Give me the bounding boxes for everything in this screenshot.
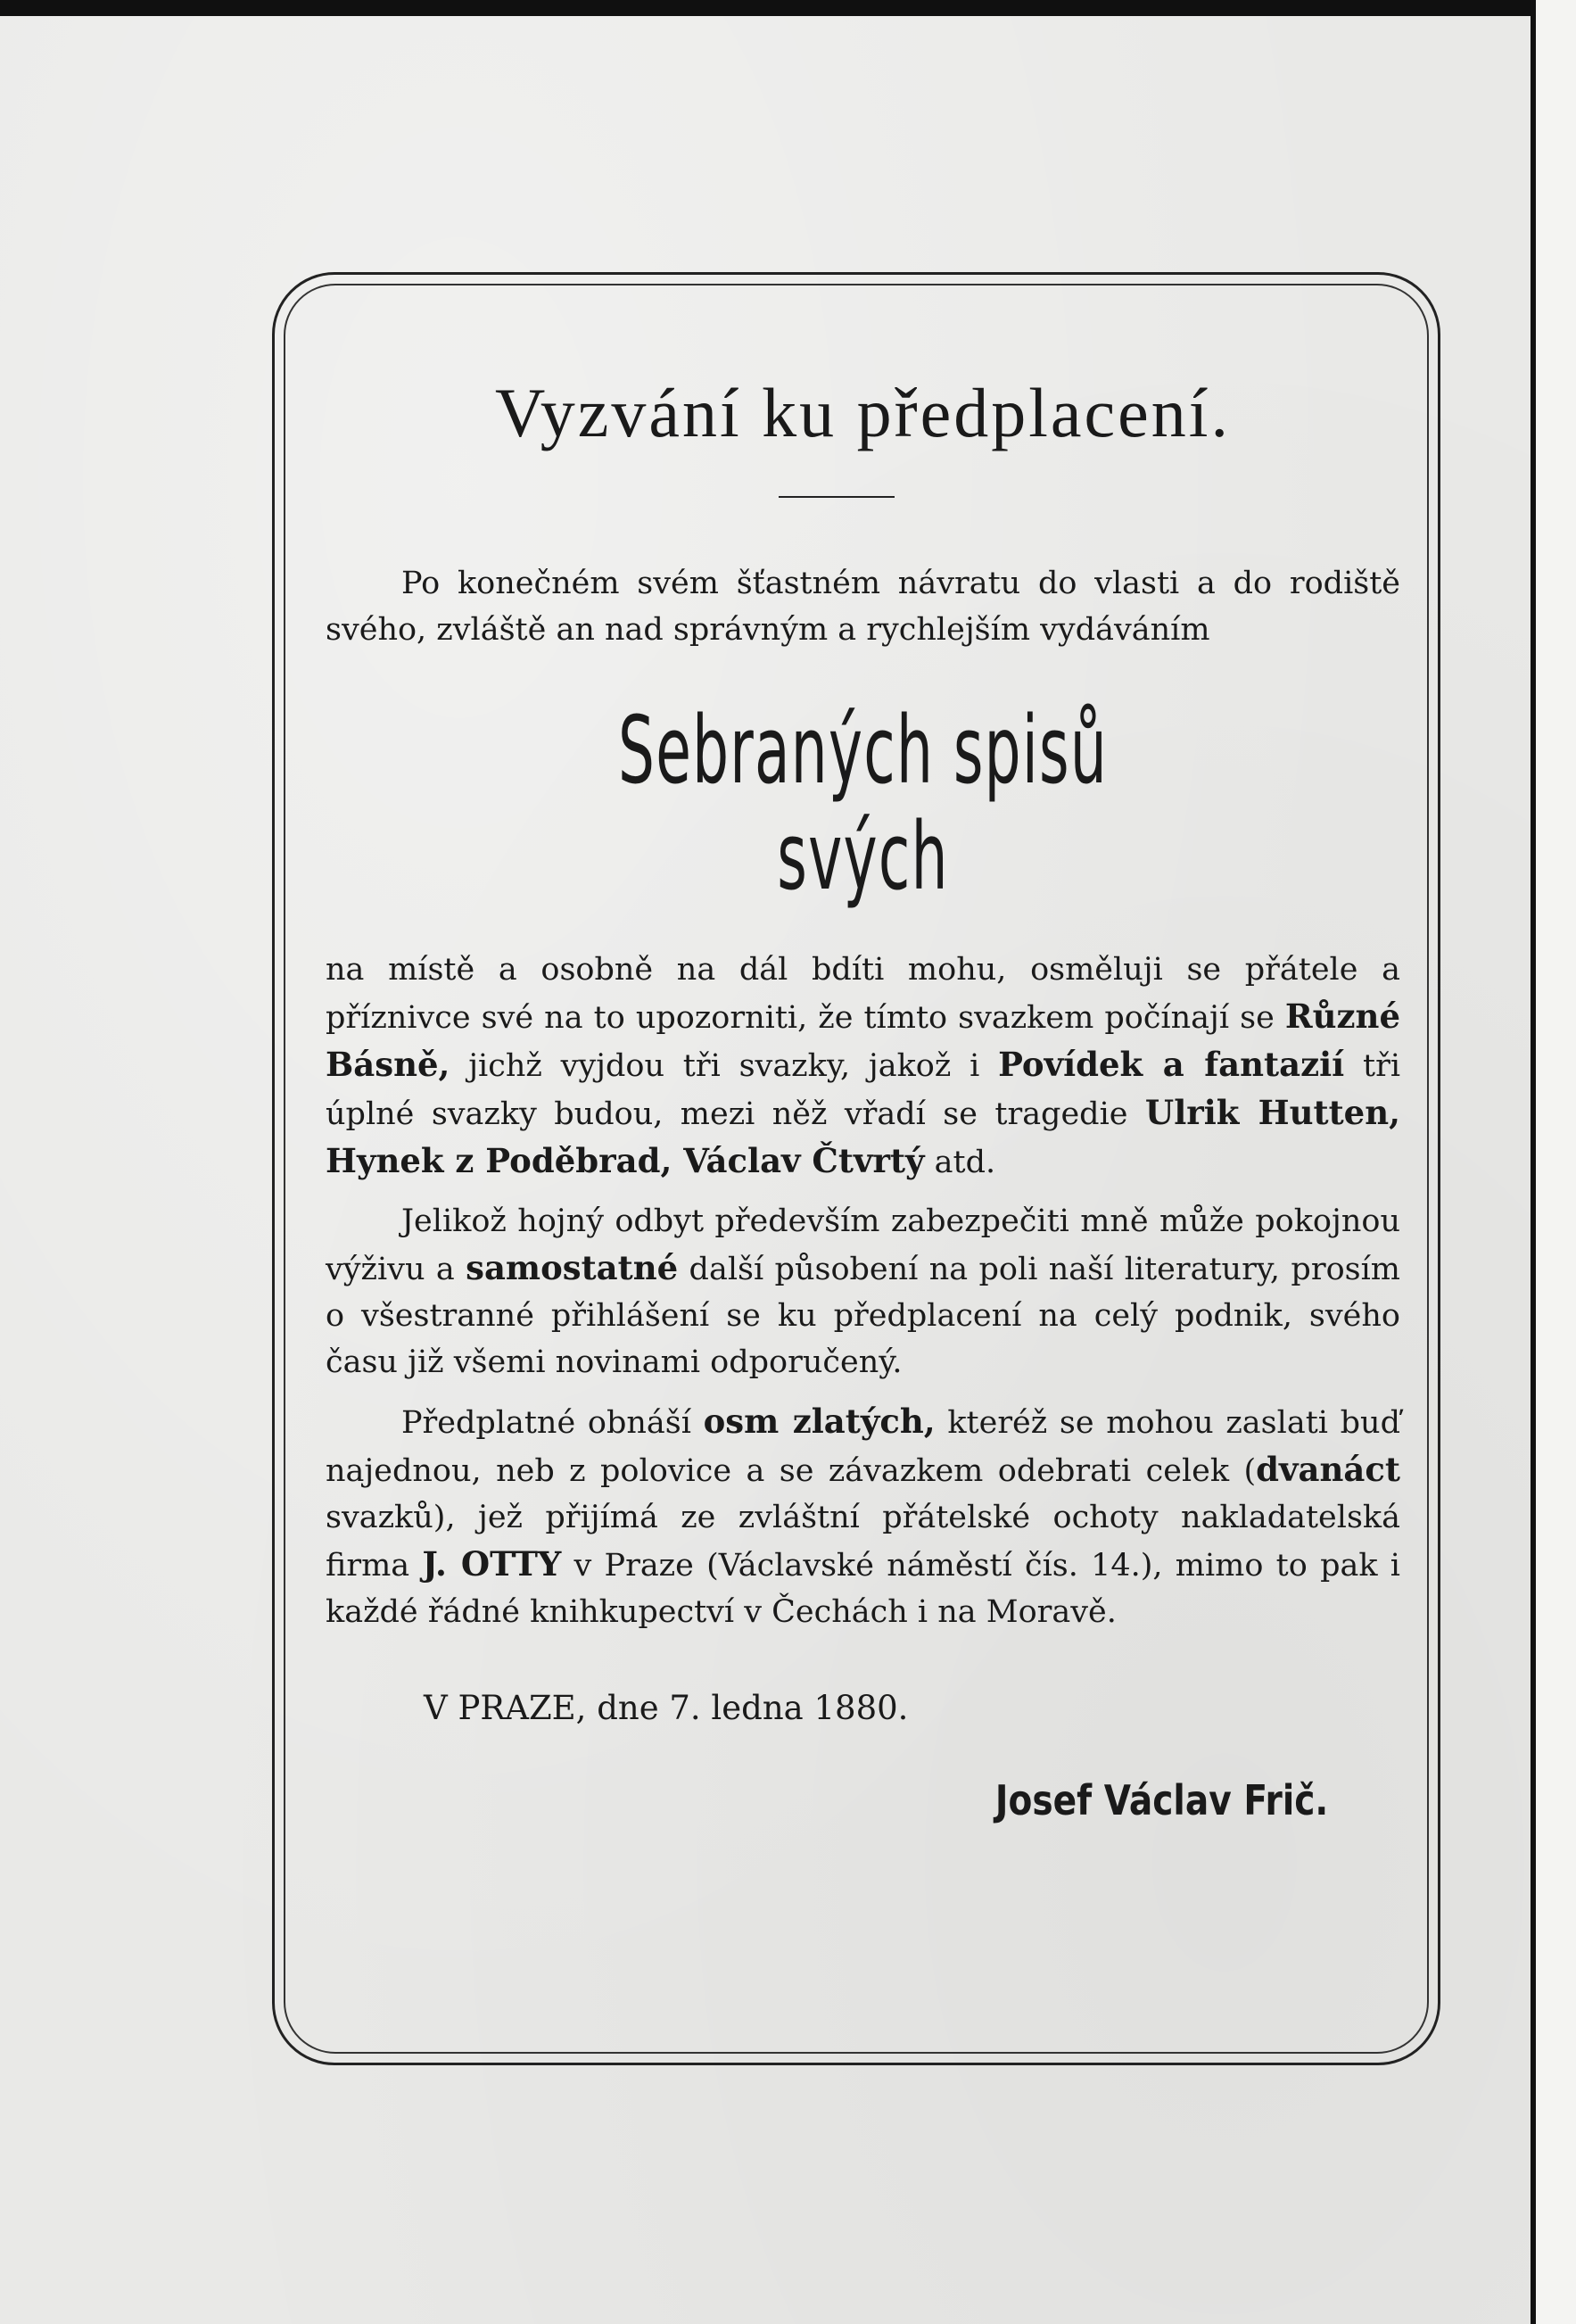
signature: Josef Václav Frič. bbox=[994, 1775, 1329, 1824]
text-segment: další působení na poli naší literatury, prosím o všestranné přihlášení se ku předplacení na celý podnik, svého času již všemi novinami odporučený. bbox=[326, 1251, 1400, 1380]
text-segment: atd. bbox=[924, 1144, 996, 1180]
body-paragraph-3 bbox=[326, 1398, 1400, 1635]
bold-text: dvanáct bbox=[1256, 1449, 1400, 1489]
bold-text: Ulrik Hutten, Hynek z Poděbrad, Václav Čtvrtý bbox=[326, 1092, 1400, 1180]
body-paragraph-1 bbox=[326, 947, 1400, 1186]
bold-text: samostatné bbox=[466, 1247, 679, 1287]
body-paragraph-2 bbox=[326, 1198, 1400, 1385]
bold-text: Povídek a fantazií bbox=[998, 1044, 1345, 1084]
bold-text: Různé Básně, bbox=[326, 996, 1400, 1084]
text-segment: tři úplné svazky budou, mezi něž vřadí se tragedie bbox=[326, 1047, 1401, 1132]
text-segment: na místě a osobně na dál bdíti mohu, osměluji se přátele a příznivce své na to upozorniti, že tímto svazkem počínají se bbox=[326, 951, 1400, 1036]
text-segment: v Praze (Václavské náměstí čís. 14.), mimo to pak i každé řádné knihkupectví v Čechách i na Moravě. bbox=[326, 1547, 1400, 1630]
bold-text: J. OTTY bbox=[422, 1543, 562, 1584]
text-segment: svazků), jež přijímá ze zvláštní přátelské ochoty nakladatelská firma bbox=[326, 1499, 1400, 1584]
text-segment: Předplatné obnáší bbox=[401, 1404, 704, 1441]
intro-paragraph: Po konečném svém šťastném návratu do vlasti a do rodiště svého, zvláště an nad správným a rychlejším vydáváním bbox=[326, 565, 1400, 648]
text-segment: jichž vyjdou tři svazky, jakož i bbox=[450, 1047, 999, 1084]
headline: Sebraných spisů svých bbox=[618, 695, 1108, 912]
date-line: V PRAZE, dne 7. ledna 1880. bbox=[424, 1688, 909, 1727]
title-divider bbox=[779, 496, 895, 498]
bold-text: osm zlatých, bbox=[703, 1401, 936, 1441]
text-segment: kteréž se mohou zaslati buď najednou, neb z polovice a se závazkem odebrati celek ( bbox=[326, 1404, 1400, 1489]
notice-title: Vyzvání ku předplacení. bbox=[495, 374, 1231, 451]
page-edge bbox=[1531, 0, 1576, 2324]
notice-content bbox=[326, 375, 1400, 1824]
text-segment: Jelikož hojný odbyt především zabezpečiti mně může pokojnou výživu a bbox=[326, 1203, 1400, 1287]
